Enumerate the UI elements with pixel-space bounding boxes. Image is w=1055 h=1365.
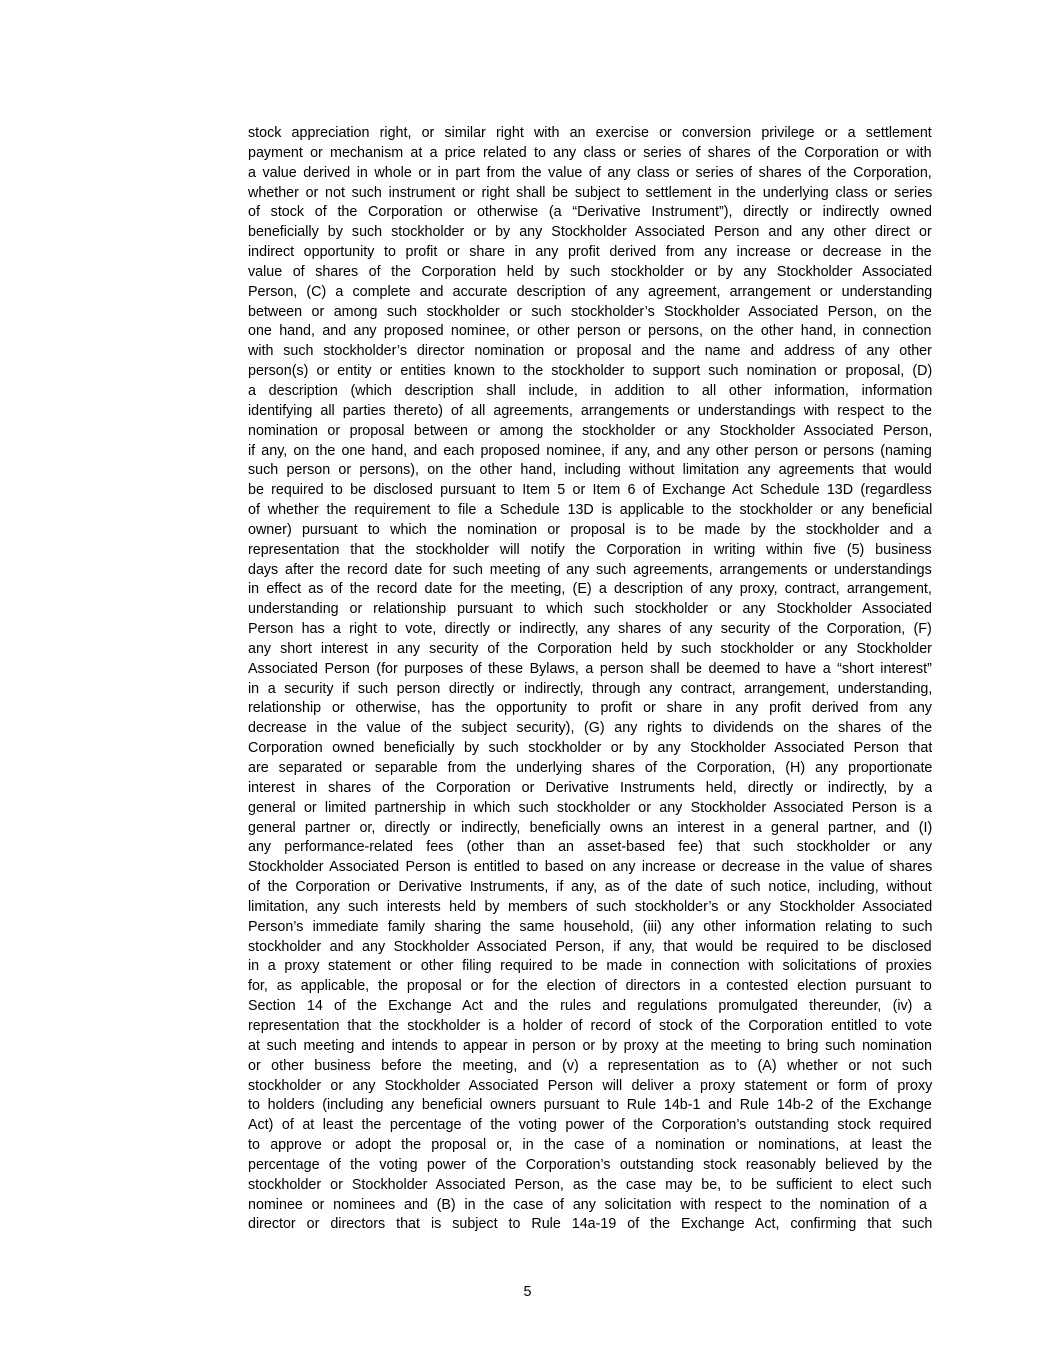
text-line: interest in shares of the Corporation or Derivative Instruments held, directly or indirectly, by a	[248, 779, 932, 796]
text-line: relationship or otherwise, has the opportunity to profit or share in any profit derived from any	[248, 700, 932, 717]
text-line: for, as applicable, the proposal or for the election of directors in a contested election pursuant to	[248, 978, 932, 995]
text-line: beneficially by such stockholder or by any Stockholder Associated Person and any other direct or	[248, 224, 932, 241]
text-line: stock appreciation right, or similar right with an exercise or conversion privilege or a settlement	[248, 125, 932, 141]
text-line: Associated Person (for purposes of these Bylaws, a person shall be deemed to have a “short interest”	[248, 660, 932, 677]
text-line: stockholder and any Stockholder Associated Person, if any, that would be required to be disclosed	[248, 938, 932, 955]
text-line: owner) pursuant to which the nomination or proposal is to be made by the stockholder and a	[248, 521, 932, 538]
text-line: person(s) or entity or entities known to the stockholder to support such nomination or proposal, (D)	[248, 363, 932, 380]
text-line: Act) of at least the percentage of the voting power of the Corporation’s outstanding stock required	[248, 1117, 932, 1134]
text-line: Person has a right to vote, directly or indirectly, any shares of any security of the Corporation, (F)	[248, 621, 932, 638]
text-line: any short interest in any security of the Corporation held by such stockholder or any Stockholder	[248, 640, 932, 657]
text-line: value of shares of the Corporation held by such stockholder or by any Stockholder Associated	[248, 263, 932, 280]
text-line: stockholder or any Stockholder Associated Person will deliver a proxy statement or form of proxy	[248, 1077, 932, 1094]
text-line: be required to be disclosed pursuant to Item 5 or Item 6 of Exchange Act Schedule 13D (regardless	[248, 482, 932, 499]
text-line: Person, (C) a complete and accurate description of any agreement, arrangement or understanding	[248, 283, 932, 300]
text-line: in effect as of the record date for the meeting, (E) a description of any proxy, contract, arrangement,	[248, 581, 932, 598]
text-line: in a security if such person directly or indirectly, through any contract, arrangement, understanding,	[248, 680, 932, 697]
text-line: one hand, and any proposed nominee, or other person or persons, on the other hand, in connection	[248, 323, 932, 340]
text-line: any performance-related fees (other than an asset-based fee) that such stockholder or any	[248, 839, 932, 856]
text-line: stockholder or Stockholder Associated Person, as the case may be, to be sufficient to elect such	[248, 1176, 932, 1193]
text-line: of the Corporation or Derivative Instruments, if any, as of the date of such notice, including, without	[248, 879, 932, 896]
text-line: if any, on the one hand, and each proposed nominee, if any, and any other person or persons (naming	[248, 442, 932, 459]
text-line: indirect opportunity to profit or share in any profit derived from any increase or decrease in the	[248, 244, 932, 261]
text-line: understanding or relationship pursuant to which such stockholder or any Stockholder Associated	[248, 601, 932, 618]
text-line: at such meeting and intends to appear in person or by proxy at the meeting to bring such nomination	[248, 1037, 932, 1054]
text-line: general partner or, directly or indirectly, beneficially owns an interest in a general partner, and (I)	[248, 819, 932, 836]
page-number: 5	[523, 1284, 532, 1300]
text-line: between or among such stockholder or such stockholder’s Stockholder Associated Person, on the	[248, 303, 932, 320]
text-line: director or directors that is subject to Rule 14a-19 of the Exchange Act, confirming that such	[248, 1216, 932, 1233]
text-line: decrease in the value of the subject security), (G) any rights to dividends on the shares of the	[248, 720, 932, 737]
text-line: of whether the requirement to file a Schedule 13D is applicable to the stockholder or any beneficial	[248, 502, 932, 519]
text-line: limitation, any such interests held by members of such stockholder’s or any Stockholder Associated	[248, 898, 932, 915]
text-line: to holders (including any beneficial owners pursuant to Rule 14b-1 and Rule 14b-2 of the Exchange	[248, 1097, 932, 1114]
text-line: Person’s immediate family sharing the same household, (iii) any other information relating to such	[248, 918, 932, 935]
text-line: a value derived in whole or in part from the value of any class or series of shares of the Corporation,	[248, 164, 932, 181]
body-paragraph	[248, 124, 932, 1235]
text-line: Section 14 of the Exchange Act and the rules and regulations promulgated thereunder, (iv) a	[248, 998, 932, 1015]
text-line: days after the record date for such meeting of any such agreements, arrangements or understandings	[248, 561, 932, 578]
text-line: whether or not such instrument or right shall be subject to settlement in the underlying class or series	[248, 184, 932, 201]
text-line: representation that the stockholder is a holder of record of stock of the Corporation entitled to vote	[248, 1017, 932, 1034]
text-line: identifying all parties thereto) of all agreements, arrangements or understandings with respect to the	[248, 402, 932, 419]
text-line: payment or mechanism at a price related to any class or series of shares of the Corporation or with	[248, 144, 932, 161]
text-line: or other business before the meeting, and (v) a representation as to (A) whether or not such	[248, 1057, 932, 1074]
text-line: of stock of the Corporation or otherwise (a “Derivative Instrument”), directly or indirectly owned	[248, 204, 932, 221]
text-line: such person or persons), on the other hand, including without limitation any agreements that would	[248, 462, 932, 479]
text-line: representation that the stockholder will notify the Corporation in writing within five (5) business	[248, 541, 932, 558]
text-line: to approve or adopt the proposal or, in the case of a nomination or nominations, at least the	[248, 1137, 932, 1154]
text-line: nomination or proposal between or among the stockholder or any Stockholder Associated Person,	[248, 422, 932, 439]
text-line: percentage of the voting power of the Corporation’s outstanding stock reasonably believed by the	[248, 1156, 932, 1173]
text-line: are separated or separable from the underlying shares of the Corporation, (H) any proportionate	[248, 760, 932, 776]
text-line: a description (which description shall include, in addition to all other information, information	[248, 382, 932, 399]
text-line: general or limited partnership in which such stockholder or any Stockholder Associated Person is a	[248, 799, 932, 816]
text-line: with such stockholder’s director nomination or proposal and the name and address of any other	[248, 343, 932, 360]
text-line: Corporation owned beneficially by such stockholder or by any Stockholder Associated Person that	[248, 740, 932, 757]
text-line: nominee or nominees and (B) in the case of any solicitation with respect to the nomination of a	[248, 1196, 927, 1213]
text-line: in a proxy statement or other filing required to be made in connection with solicitations of proxies	[248, 958, 932, 975]
text-line: Stockholder Associated Person is entitled to based on any increase or decrease in the value of shares	[248, 859, 932, 876]
